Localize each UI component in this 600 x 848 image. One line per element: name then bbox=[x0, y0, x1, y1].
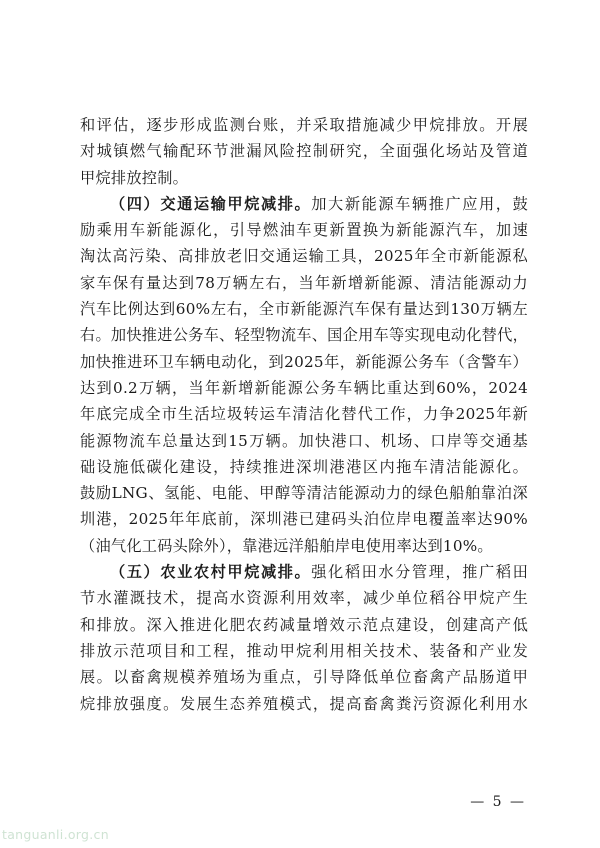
text-line bbox=[80, 480, 528, 506]
text-line bbox=[80, 191, 528, 217]
text-line bbox=[80, 454, 528, 480]
text-line bbox=[80, 612, 528, 638]
watermark: tanguanli.org.cn bbox=[2, 827, 109, 842]
line-text: 强化稻田水分管理，推广稻田 bbox=[311, 563, 528, 582]
section-heading: （五）农业农村甲烷减排。 bbox=[110, 563, 312, 582]
text-line bbox=[80, 375, 528, 401]
text-line bbox=[80, 691, 528, 717]
line-text: 励乘用车新能源化，引导燃油车更新置换为新能源汽车，加速 bbox=[80, 221, 528, 240]
text-line bbox=[80, 664, 528, 690]
line-text: 和评估，逐步形成监测台账，并采取措施减少甲烷排放。开展 bbox=[80, 116, 528, 134]
line-text: 烷排放强度。发展生态养殖模式，提高畜禽粪污资源化利用水 bbox=[80, 694, 528, 713]
text-line bbox=[80, 506, 528, 532]
text-line bbox=[80, 428, 528, 454]
text-line bbox=[80, 401, 528, 427]
text-line bbox=[80, 533, 528, 559]
page-number: — 5 — bbox=[470, 794, 526, 810]
text-line bbox=[80, 138, 528, 164]
line-text: 年底完成全市生活垃圾转运车清洁化替代工作，力争2025年新 bbox=[80, 405, 528, 424]
line-text: 能源物流车总量达到15万辆。加快港口、机场、口岸等交通基 bbox=[80, 431, 528, 450]
text-line bbox=[80, 349, 528, 375]
line-text: 甲烷排放控制。 bbox=[80, 168, 189, 187]
line-text: 加大新能源车辆推广应用，鼓 bbox=[311, 194, 528, 213]
line-text: 圳港，2025年年底前，深圳港已建码头泊位岸电覆盖率达90% bbox=[80, 510, 528, 529]
body-text bbox=[80, 112, 528, 717]
text-line bbox=[80, 165, 528, 191]
line-text: 鼓励LNG、氢能、电能、甲醇等清洁能源动力的绿色船舶靠泊深 bbox=[80, 484, 528, 503]
line-text: 右。加快推进公务车、轻型物流车、国企用车等实现电动化替代， bbox=[80, 326, 528, 345]
text-line bbox=[80, 638, 528, 664]
text-line bbox=[80, 322, 528, 348]
text-line bbox=[80, 559, 528, 585]
section-heading: （四）交通运输甲烷减排。 bbox=[110, 194, 312, 213]
text-line bbox=[80, 112, 528, 138]
text-line bbox=[80, 217, 528, 243]
line-text: 加快推进环卫车辆电动化，到2025年，新能源公务车（含警车） bbox=[80, 352, 528, 371]
line-text: 和排放。深入推进化肥农药减量增效示范点建设，创建高产低 bbox=[80, 615, 528, 634]
line-text: 节水灌溉技术，提高水资源利用效率，减少单位稻谷甲烷产生 bbox=[80, 589, 528, 608]
line-text: 汽车比例达到60%左右，全市新能源汽车保有量达到130万辆左 bbox=[80, 300, 528, 319]
text-line bbox=[80, 243, 528, 269]
line-text: 家车保有量达到78万辆左右，当年新增新能源、清洁能源动力 bbox=[80, 273, 528, 292]
line-text: 础设施低碳化建设，持续推进深圳港港区内拖车清洁能源化。 bbox=[80, 457, 528, 476]
line-text: 展。以畜禽规模养殖场为重点，引导降低单位畜禽产品肠道甲 bbox=[80, 668, 528, 687]
line-text: 达到0.2万辆，当年新增新能源公务车辆比重达到60%，2024 bbox=[80, 378, 528, 397]
line-text: 排放示范项目和工程，推动甲烷利用相关技术、装备和产业发 bbox=[80, 641, 528, 660]
text-line bbox=[80, 585, 528, 611]
text-line bbox=[80, 270, 528, 296]
line-text: 对城镇燃气输配环节泄漏风险控制研究，全面强化场站及管道 bbox=[80, 142, 528, 161]
line-text: （油气化工码头除外），靠港远洋船舶岸电使用率达到10%。 bbox=[80, 536, 493, 555]
text-line bbox=[80, 296, 528, 322]
line-text: 淘汰高污染、高排放老旧交通运输工具，2025年全市新能源私 bbox=[80, 247, 528, 266]
